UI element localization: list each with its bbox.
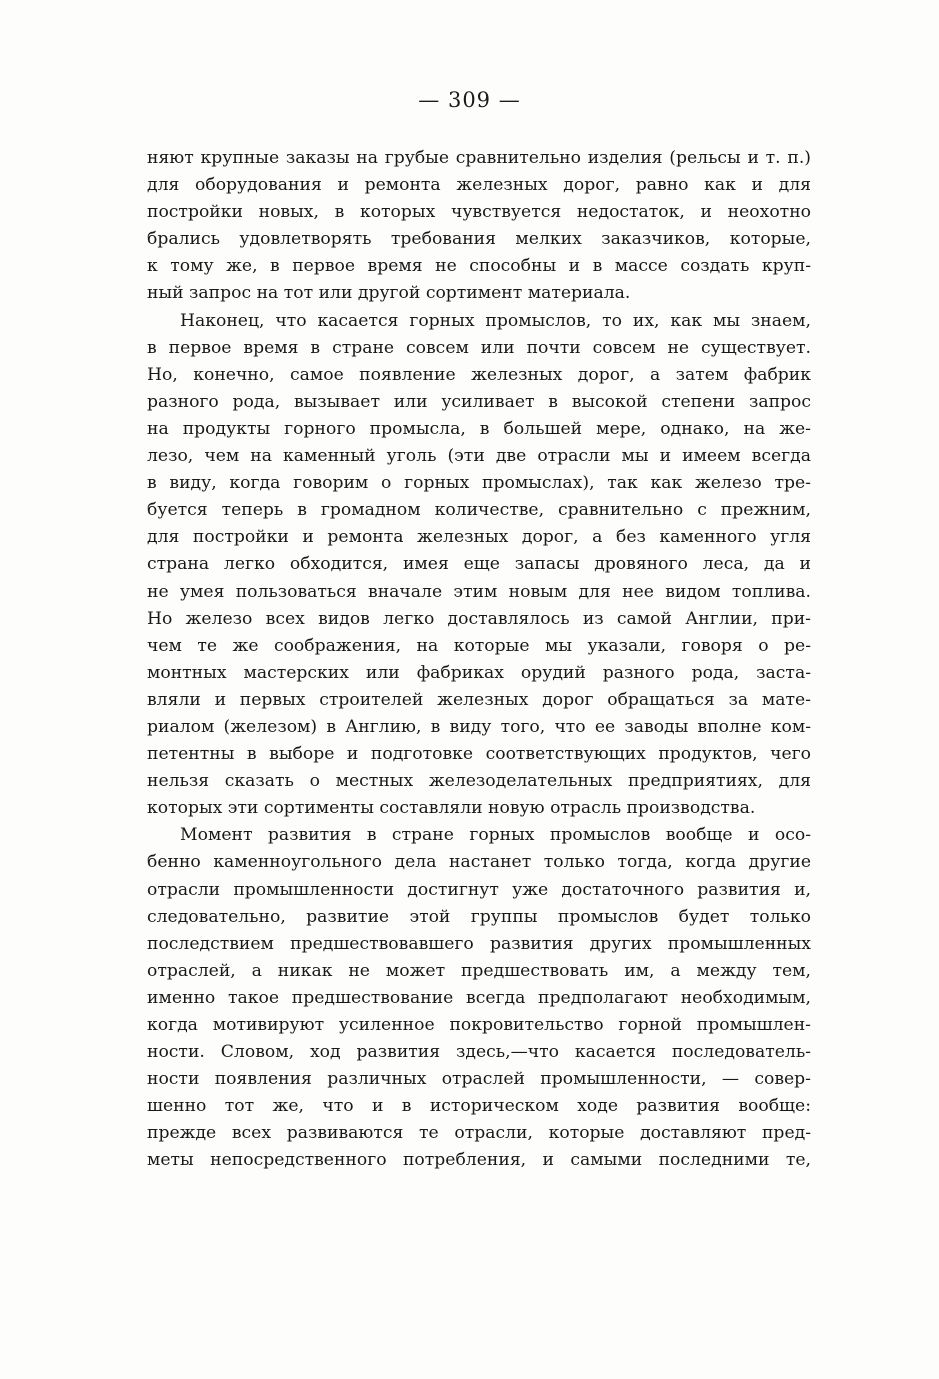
page-number: — 309 —: [418, 88, 521, 112]
text-line: на продукты горного промысла, в большей мере, однако, на же-: [147, 418, 811, 439]
text-line: риалом (железом) в Англию, в виду того, что ее заводы вполне ком-: [147, 716, 811, 737]
text-line: шенно тот же, что и в историческом ходе развития вообще:: [147, 1096, 811, 1117]
text-line: когда мотивируют усиленное покровительство горной промышлен-: [147, 1015, 811, 1035]
text-line: ный запрос на тот или другой сортимент материала.: [147, 283, 631, 304]
text-line: бенно каменноугольного дела настанет только тогда, когда другие: [147, 852, 811, 873]
text-line: для постройки и ремонта железных дорог, а без каменного угля: [147, 527, 811, 548]
text-line: Момент развития в стране горных промыслов вообще и осо-: [180, 825, 811, 846]
text-line: вляли и первых строителей железных дорог обращаться за мате-: [147, 689, 811, 710]
text-line: страна легко обходится, имея еще запасы дровяного леса, да и: [147, 554, 811, 575]
text-line: Но, конечно, самое появление железных дорог, а затем фабрик: [147, 364, 811, 385]
body-text: [147, 145, 811, 1175]
text-line: отраслей, а никак не может предшествовать им, а между тем,: [147, 960, 811, 981]
text-line: чем те же соображения, на которые мы указали, говоря о ре-: [147, 635, 811, 656]
text-line: к тому же, в первое время не способны и в массе создать круп-: [147, 256, 811, 277]
text-line: постройки новых, в которых чувствуется недостаток, и неохотно: [147, 202, 811, 223]
text-line: нельзя сказать о местных железоделательных предприятиях, для: [147, 771, 811, 792]
text-line: петентны в выборе и подготовке соответствующих продуктов, чего: [147, 744, 811, 765]
text-line: няют крупные заказы на грубые сравнительно изделия (рельсы и т. п.): [147, 148, 811, 168]
text-line: отрасли промышленности достигнут уже достаточного развития и,: [147, 879, 811, 900]
text-line: лезо, чем на каменный уголь (эти две отрасли мы и имеем всегда: [147, 446, 811, 467]
text-line: монтных мастерских или фабриках орудий разного рода, заста-: [147, 662, 811, 683]
text-line: Но железо всех видов легко доставлялось из самой Англии, при-: [147, 608, 811, 629]
text-line: прежде всех развиваются те отрасли, которые доставляют пред-: [147, 1123, 811, 1144]
text-line: ности появления различных отраслей промышленности, — совер-: [147, 1069, 811, 1090]
text-line: Наконец, что касается горных промыслов, то их, как мы знаем,: [180, 310, 811, 331]
text-line: последствием предшествовавшего развития других промышленных: [147, 933, 811, 954]
text-line: именно такое предшествование всегда предполагают необходимым,: [147, 987, 811, 1008]
text-line: следовательно, развитие этой группы промыслов будет только: [147, 906, 811, 927]
text-line: буется теперь в громадном количестве, сравнительно с прежним,: [147, 500, 811, 521]
text-line: не умея пользоваться вначале этим новым для нее видом топлива.: [147, 581, 811, 602]
text-line: в первое время в стране совсем или почти совсем не существует.: [147, 337, 811, 358]
text-line: брались удовлетворять требования мелких заказчиков, которые,: [147, 229, 811, 250]
text-line: ности. Словом, ход развития здесь,—что касается последователь-: [147, 1042, 811, 1063]
text-line: для оборудования и ремонта железных дорог, равно как и для: [147, 175, 811, 196]
text-line: меты непосредственного потребления, и самыми последними те,: [147, 1150, 811, 1171]
text-line: разного рода, вызывает или усиливает в высокой степени запрос: [147, 391, 811, 412]
text-line: в виду, когда говорим о горных промыслах), так как железо тре-: [147, 473, 811, 494]
text-line: которых эти сортименты составляли новую отрасль производства.: [147, 798, 756, 819]
